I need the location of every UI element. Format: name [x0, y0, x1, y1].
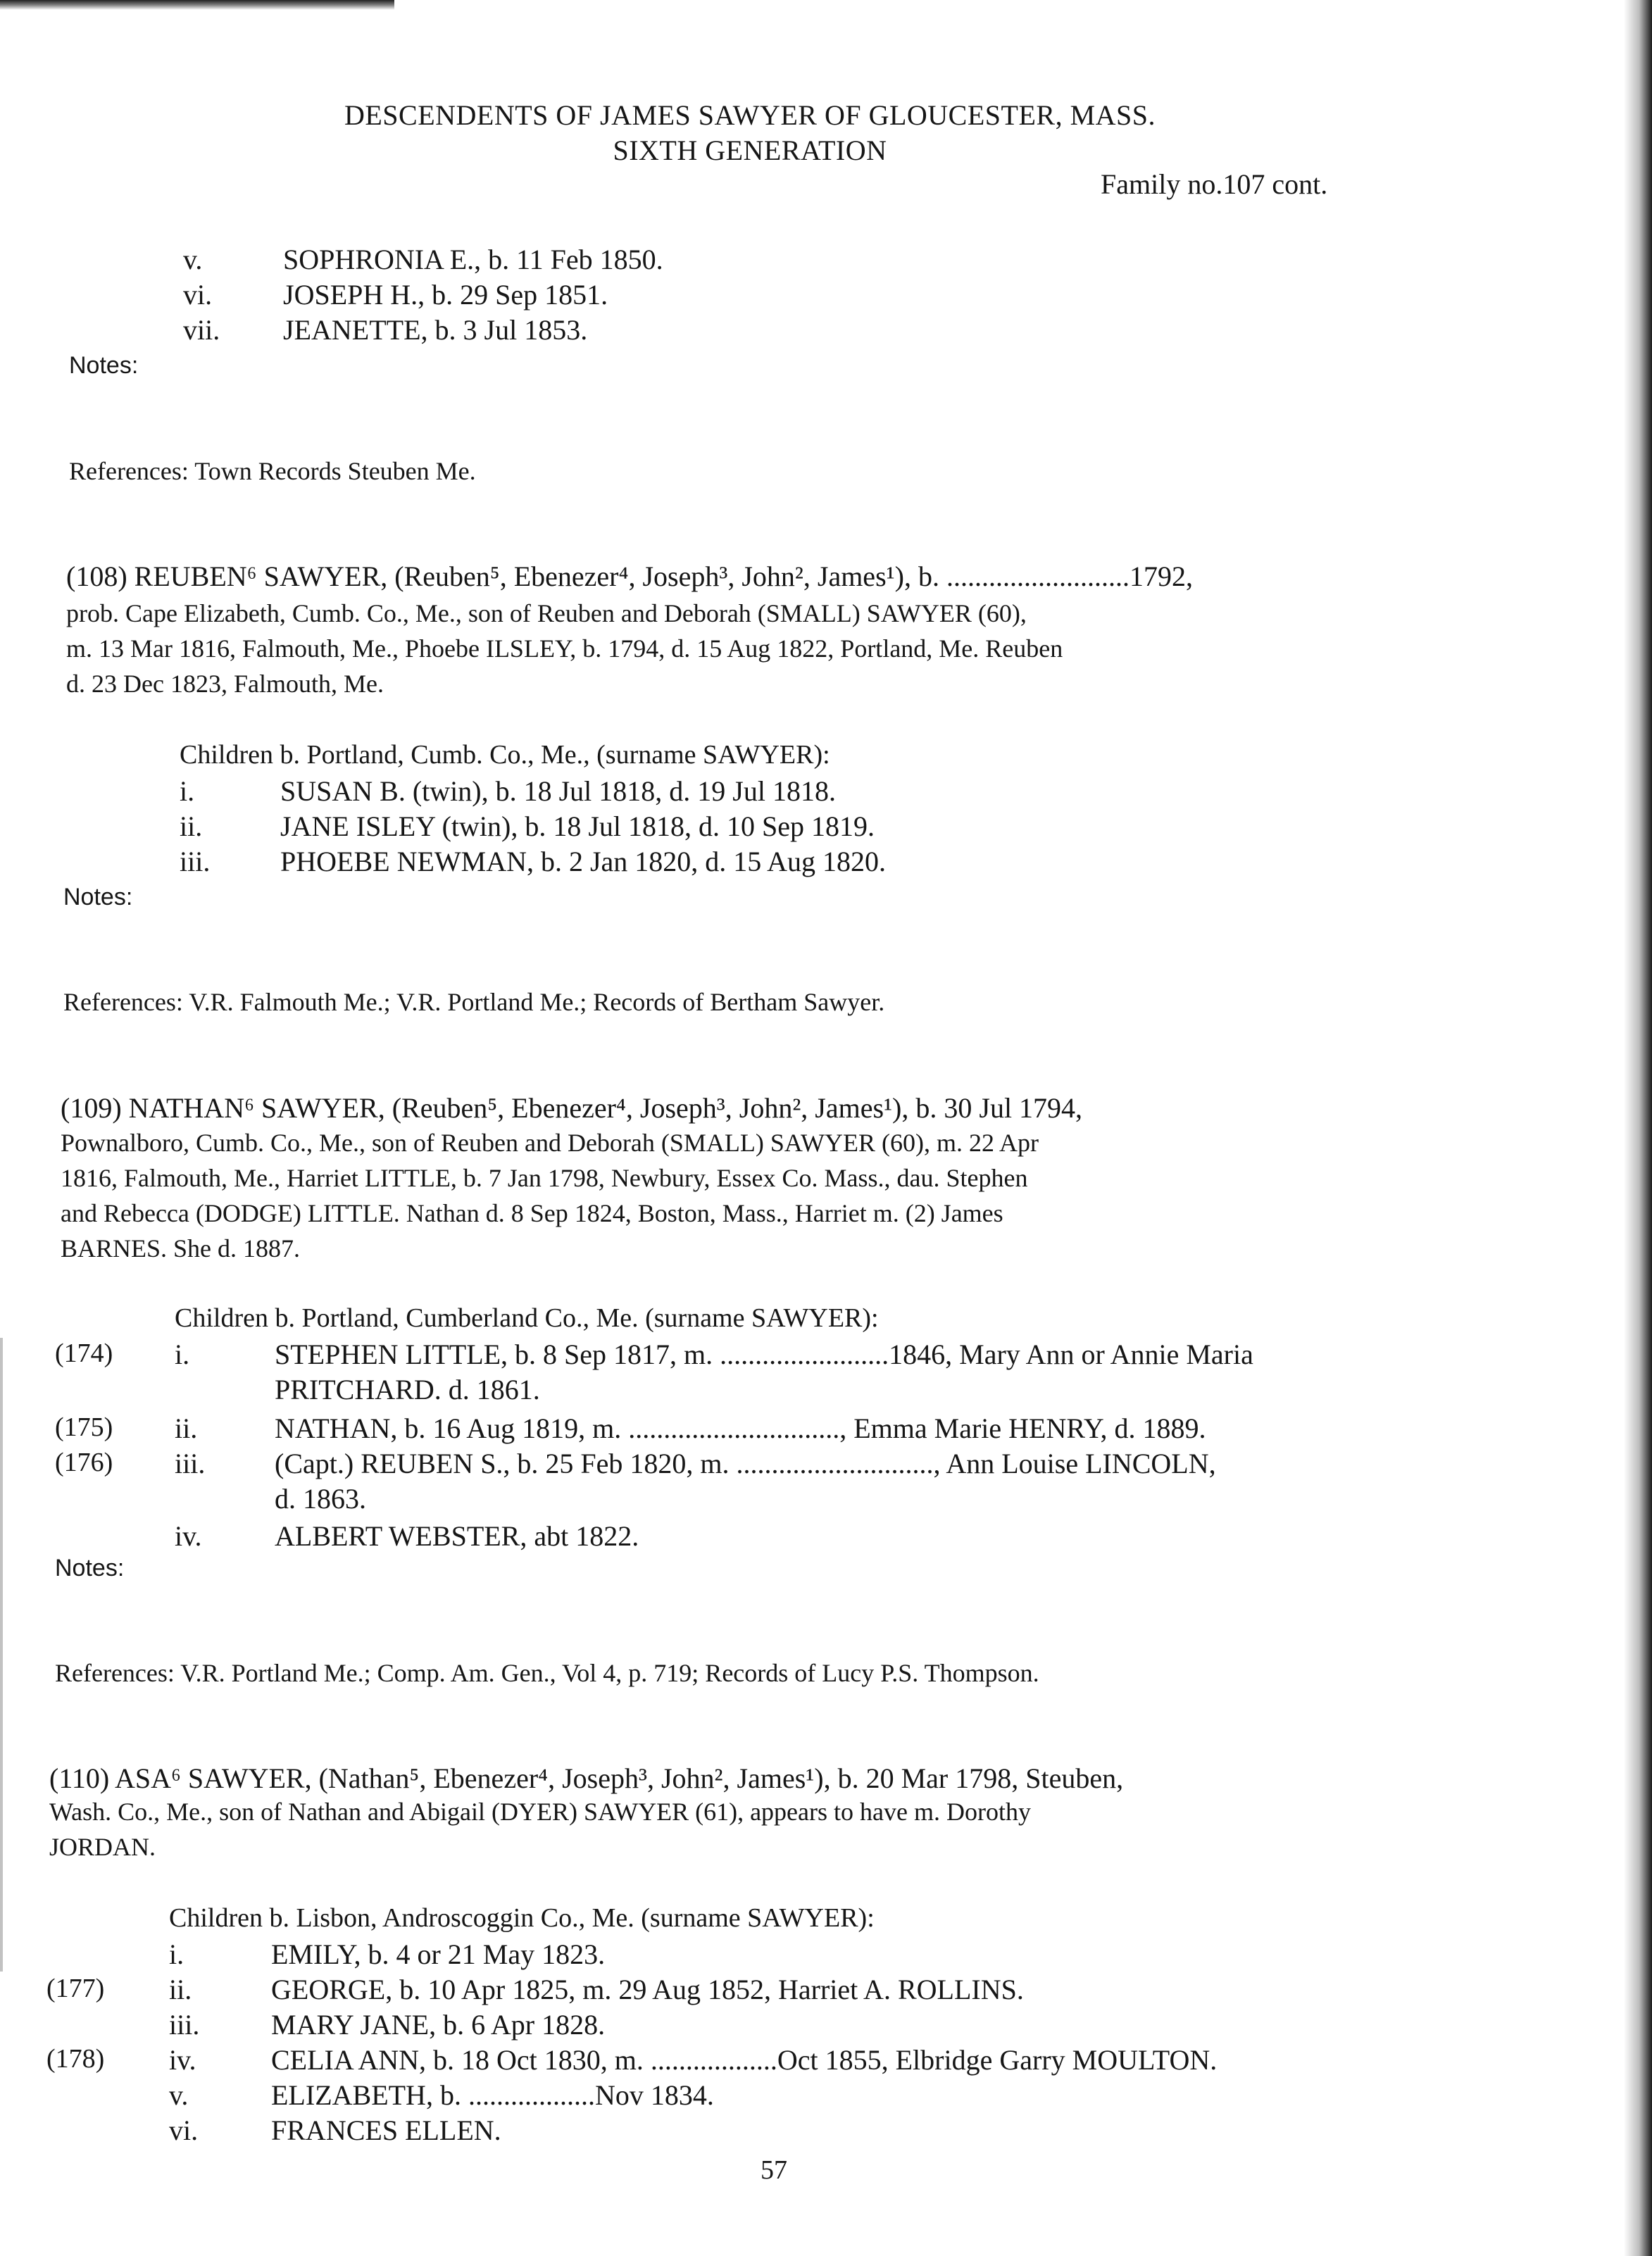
child-entry: CELIA ANN, b. 18 Oct 1830, m. ..................Oct 1855, Elbridge Garry MOULTON. — [271, 2044, 1218, 2076]
child-entry-continued: PRITCHARD. d. 1861. — [275, 1374, 540, 1405]
child-number: v. — [183, 244, 203, 275]
family-text: and Rebecca (DODGE) LITTLE. Nathan d. 8 Sep 1824, Boston, Mass., Harriet m. (2) James — [61, 1199, 1003, 1227]
child-number: ii. — [175, 1412, 198, 1444]
references: References: V.R. Portland Me.; Comp. Am. Gen., Vol 4, p. 719; Records of Lucy P.S. Thompson. — [55, 1659, 1039, 1687]
child-number: iii. — [169, 2009, 200, 2041]
notes-label: Notes: — [55, 1555, 125, 1581]
child-number: i. — [175, 1339, 190, 1370]
family-text: BARNES. She d. 1887. — [61, 1234, 301, 1262]
child-entry: GEORGE, b. 10 Apr 1825, m. 29 Aug 1852, Harriet A. ROLLINS. — [271, 1974, 1024, 2005]
child-entry: ELIZABETH, b. ..................Nov 1834. — [271, 2079, 714, 2111]
notes-label: Notes: — [69, 352, 139, 379]
child-number: vi. — [169, 2114, 199, 2146]
children-intro: Children b. Lisbon, Androscoggin Co., Me. (surname SAWYER): — [169, 1903, 875, 1933]
child-entry: SUSAN B. (twin), b. 18 Jul 1818, d. 19 Jul 1818. — [280, 775, 836, 807]
child-number: ii. — [169, 1974, 192, 2005]
child-entry: JOSEPH H., b. 29 Sep 1851. — [283, 279, 608, 311]
children-intro: Children b. Portland, Cumberland Co., Me. (surname SAWYER): — [175, 1303, 879, 1333]
child-entry-continued: d. 1863. — [275, 1483, 366, 1515]
cross-reference: (177) — [46, 1974, 105, 2003]
page-subtitle: SIXTH GENERATION — [613, 134, 887, 166]
scan-shadow-right — [1624, 0, 1652, 2256]
family-text: JORDAN. — [49, 1833, 156, 1861]
child-entry: MARY JANE, b. 6 Apr 1828. — [271, 2009, 606, 2041]
family-text: prob. Cape Elizabeth, Cumb. Co., Me., son of Reuben and Deborah (SMALL) SAWYER (60), — [66, 599, 1027, 627]
family-text: Pownalboro, Cumb. Co., Me., son of Reuben and Deborah (SMALL) SAWYER (60), m. 22 Apr — [61, 1129, 1039, 1157]
family-text: 1816, Falmouth, Me., Harriet LITTLE, b. 7 Jan 1798, Newbury, Essex Co. Mass., dau. Stephen — [61, 1164, 1028, 1192]
cross-reference: (176) — [55, 1448, 113, 1477]
cross-reference: (178) — [46, 2044, 105, 2074]
child-number: i. — [169, 1938, 184, 1970]
child-entry: PHOEBE NEWMAN, b. 2 Jan 1820, d. 15 Aug 1820. — [280, 846, 886, 877]
child-entry: JANE ISLEY (twin), b. 18 Jul 1818, d. 10 Sep 1819. — [280, 810, 875, 842]
family-heading-108: (108) REUBEN⁶ SAWYER, (Reuben⁵, Ebenezer⁴, Joseph³, John², James¹), b. ..........................1792, — [66, 560, 1193, 592]
child-entry: NATHAN, b. 16 Aug 1819, m. .............................., Emma Marie HENRY, d. 1889. — [275, 1412, 1206, 1444]
child-entry: EMILY, b. 4 or 21 May 1823. — [271, 1938, 606, 1970]
child-entry: ALBERT WEBSTER, abt 1822. — [275, 1520, 639, 1552]
children-intro: Children b. Portland, Cumb. Co., Me., (surname SAWYER): — [180, 740, 830, 770]
child-number: iv. — [175, 1520, 202, 1552]
child-entry: JEANETTE, b. 3 Jul 1853. — [283, 314, 588, 346]
family-heading-109: (109) NATHAN⁶ SAWYER, (Reuben⁵, Ebenezer⁴, Joseph³, John², James¹), b. 30 Jul 1794, — [61, 1092, 1083, 1124]
scan-shadow-top — [0, 0, 394, 10]
page-title: DESCENDENTS OF JAMES SAWYER OF GLOUCESTER, MASS. — [344, 99, 1156, 131]
notes-label: Notes: — [63, 884, 133, 910]
child-number: ii. — [180, 810, 203, 842]
references: References: V.R. Falmouth Me.; V.R. Portland Me.; Records of Bertham Sawyer. — [63, 988, 885, 1016]
family-text: Wash. Co., Me., son of Nathan and Abigail (DYER) SAWYER (61), appears to have m. Dorothy — [49, 1798, 1031, 1826]
cross-reference: (174) — [55, 1339, 113, 1368]
scan-shadow-left — [0, 1338, 3, 1972]
child-number: vii. — [183, 314, 220, 346]
child-number: iii. — [175, 1448, 206, 1479]
family-reference: Family no.107 cont. — [1101, 168, 1328, 200]
cross-reference: (175) — [55, 1412, 113, 1442]
family-text: d. 23 Dec 1823, Falmouth, Me. — [66, 670, 384, 698]
child-number: i. — [180, 775, 195, 807]
child-number: iv. — [169, 2044, 196, 2076]
child-entry: STEPHEN LITTLE, b. 8 Sep 1817, m. ........................1846, Mary Ann or Annie Maria — [275, 1339, 1253, 1370]
child-entry: FRANCES ELLEN. — [271, 2114, 501, 2146]
child-number: vi. — [183, 279, 213, 311]
child-number: iii. — [180, 846, 211, 877]
child-number: v. — [169, 2079, 189, 2111]
child-entry: SOPHRONIA E., b. 11 Feb 1850. — [283, 244, 663, 275]
family-heading-110: (110) ASA⁶ SAWYER, (Nathan⁵, Ebenezer⁴, Joseph³, John², James¹), b. 20 Mar 1798, Steuben, — [49, 1762, 1124, 1794]
child-entry: (Capt.) REUBEN S., b. 25 Feb 1820, m. ............................, Ann Louise LINCOLN, — [275, 1448, 1216, 1479]
references: References: Town Records Steuben Me. — [69, 457, 476, 485]
family-text: m. 13 Mar 1816, Falmouth, Me., Phoebe ILSLEY, b. 1794, d. 15 Aug 1822, Portland, Me. Reuben — [66, 634, 1063, 663]
page-number: 57 — [761, 2155, 787, 2185]
